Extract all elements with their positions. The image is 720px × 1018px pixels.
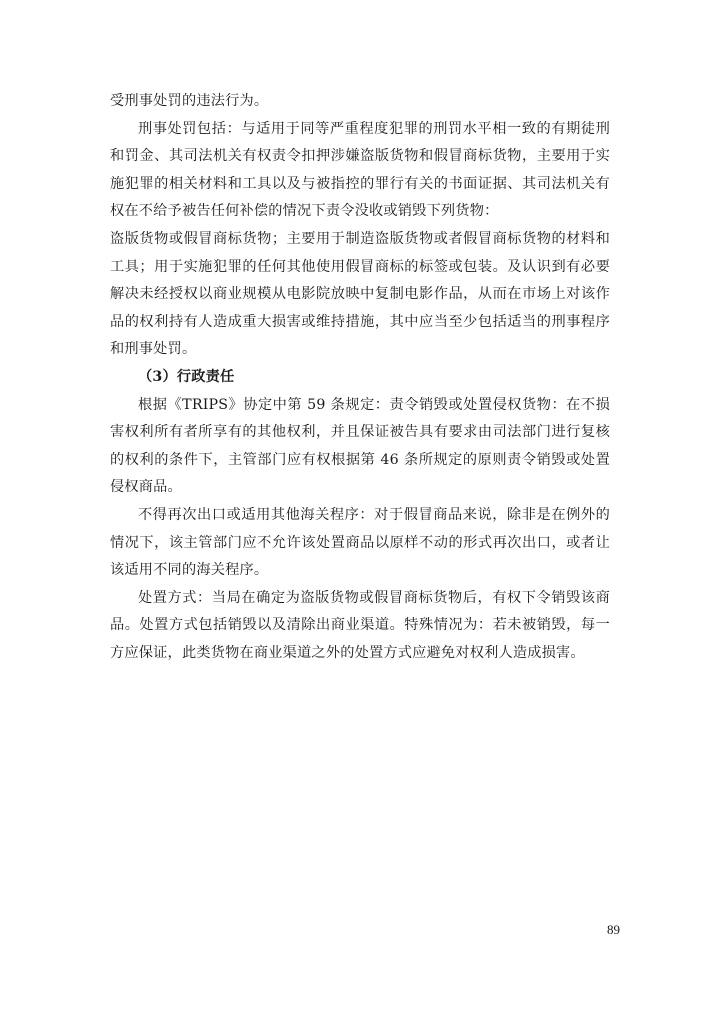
document-body bbox=[110, 88, 610, 667]
paragraph-goods-list: 盗版货物或假冒商标货物；主要用于制造盗版货物或者假冒商标货物的材料和工具；用于实施犯罪的任何其他使用假冒商标的标签或包装。及认识到有必要解决未经授权以商业规模从电影院放映中复制电影作品，从而在市场上对该作品的权利持有人造成重大损害或维持措施，其中应当至少包括适当的刑事程序和刑事处罚。 bbox=[110, 230, 610, 358]
paragraph-continuation: 受刑事处罚的违法行为。 bbox=[110, 93, 269, 109]
paragraph-trips-article-59: 根据《TRIPS》协定中第 59 条规定：责令销毁或处置侵权货物：在不损害权利所有者所享有的其他权利，并且保证被告具有要求由司法部门进行复核的权利的条件下，主管部门应有权根据第 46 条所规定的原则责令销毁或处置侵权商品。 bbox=[110, 396, 610, 496]
paragraph-criminal-penalties: 刑事处罚包括：与适用于同等严重程度犯罪的刑罚水平相一致的有期徒刑和罚金、其司法机关有权责令扣押涉嫌盗版货物和假冒商标货物，主要用于实施犯罪的相关材料和工具以及与被指控的罪行有关的书面证据、其司法机关有权在不给予被告任何补偿的情况下责令没收或销毁下列货物： bbox=[110, 120, 610, 220]
section-heading-administrative-liability: （3）行政责任 bbox=[138, 368, 235, 385]
paragraph-no-reexport: 不得再次出口或适用其他海关程序：对于假冒商品来说，除非是在例外的情况下，该主管部门应不允许该处置商品以原样不动的形式再次出口，或者让该适用不同的海关程序。 bbox=[110, 506, 610, 579]
page-number: 89 bbox=[607, 922, 620, 937]
paragraph-disposal-methods: 处置方式：当局在确定为盗版货物或假冒商标货物后，有权下令销毁该商品。处置方式包括销毁以及清除出商业渠道。特殊情况为：若未被销毁，每一方应保证，此类货物在商业渠道之外的处置方式应避免对权利人造成损害。 bbox=[110, 589, 610, 661]
